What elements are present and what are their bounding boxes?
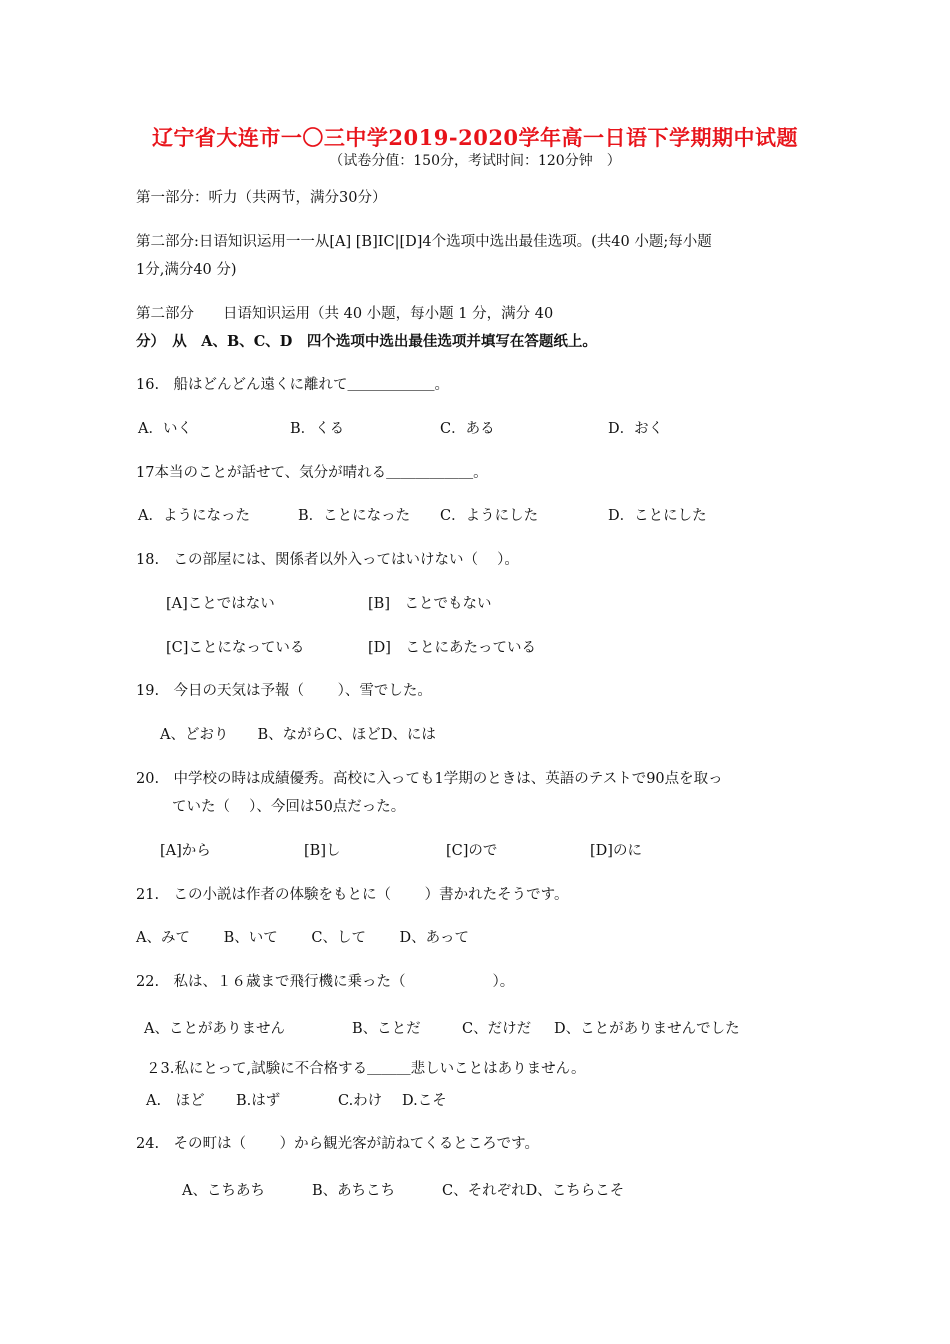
- q22-option-c: C、だけだ: [462, 1021, 532, 1037]
- part1-heading: 第一部分：听力（共两节，满分30分）: [136, 190, 387, 206]
- q16-option-c: C．ある: [440, 421, 495, 437]
- q18-option-c: [C]ことになっている: [166, 640, 305, 656]
- q24-option-a: A、こちあち: [182, 1183, 265, 1199]
- part2a-line2: 1分,满分40 分): [136, 262, 237, 278]
- part2b-line2: 分） 从 A、B、C、D 四个选项中选出最佳选项并填写在答题纸上。: [136, 333, 597, 350]
- q21-stem: 21. この小説は作者の体験をもとに（ ）書かれたそうです。: [136, 887, 569, 903]
- part2b-line1: 第二部分 日语知识运用（共 40 小题，每小题 1 分，满分 40: [136, 306, 554, 322]
- q18-option-b: [B] ことでもない: [368, 596, 492, 612]
- q23-option-b: B.はず: [236, 1093, 281, 1109]
- q24-option-b: B、あちこち: [312, 1183, 396, 1199]
- q18-stem: 18. この部屋には、関係者以外入ってはいけない（ ）。: [136, 552, 519, 568]
- q20-option-c: [C]ので: [446, 843, 498, 859]
- q22-option-b: B、ことだ: [352, 1021, 421, 1037]
- q20-option-a: [A]から: [160, 843, 211, 859]
- q24-option-c-d: C、それぞれD、こちらこそ: [442, 1183, 625, 1199]
- q16-stem: 16. 船はどんどん遠くに離れて＿＿＿＿＿＿。: [136, 377, 450, 393]
- q24-stem: 24. その町は（ ）から観光客が訪ねてくるところです。: [136, 1136, 539, 1152]
- q17-option-b: B．ことになった: [298, 508, 411, 524]
- q23-stem: ２3.私にとって,試験に不合格する＿＿＿悲しいことはありません。: [146, 1061, 586, 1077]
- q17-option-c: C．ようにした: [440, 508, 539, 524]
- q23-option-c: C.わけ: [338, 1093, 383, 1109]
- q20-stem-line2: ていた（ ）、今回は50点だった。: [172, 799, 406, 815]
- q22-option-a: A、ことがありません: [144, 1021, 285, 1037]
- q19-stem: 19. 今日の天気は予報（ ）、雪でした。: [136, 683, 432, 699]
- q16-option-d: D．おく: [608, 421, 664, 437]
- q22-stem: 22. 私は、１６歳まで飛行機に乗った（ ）。: [136, 974, 515, 990]
- exam-title: 辽宁省大连市一〇三中学2019-2020学年高一日语下学期期中试题: [151, 125, 799, 150]
- q23-option-a: A. ほど: [146, 1093, 205, 1109]
- exam-subtitle: （试卷分值：150分，考试时间：120分钟 ）: [329, 153, 621, 169]
- q23-option-d: D.こそ: [402, 1093, 447, 1109]
- q20-option-b: [B]し: [304, 843, 341, 859]
- q16-option-b: B．くる: [290, 421, 345, 437]
- q21-options: A、みて B、いて C、して D、あって: [136, 930, 470, 946]
- q22-option-d: D、ことがありませんでした: [554, 1021, 740, 1037]
- q19-options: A、どおり B、ながらC、ほどD、には: [160, 727, 436, 743]
- q17-option-d: D．ことにした: [608, 508, 707, 524]
- q18-option-d: [D] ことにあたっている: [368, 640, 536, 656]
- q17-stem: 17本当のことが話せて、気分が晴れる＿＿＿＿＿＿。: [136, 465, 488, 481]
- part2a-line1: 第二部分:日语知识运用一一从[A] [B]IC|[D]4个选项中选出最佳选项。(共40 小题;每小题: [136, 234, 712, 250]
- q17-option-a: A．ようになった: [138, 508, 250, 524]
- q16-option-a: A．いく: [138, 421, 192, 437]
- q20-option-d: [D]のに: [590, 843, 642, 859]
- q18-option-a: [A]ことではない: [166, 596, 275, 612]
- q20-stem-line1: 20. 中学校の時は成績優秀。高校に入っても1学期のときは、英語のテストで90点を取っ: [136, 771, 723, 787]
